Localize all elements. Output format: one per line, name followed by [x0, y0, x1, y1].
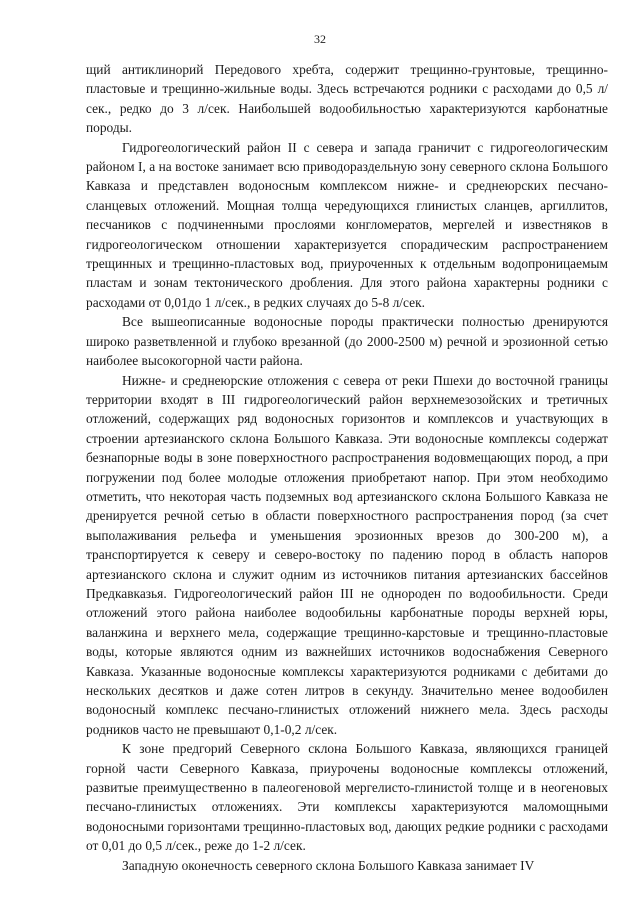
paragraph: Все вышеописанные водоносные породы практически полностью дренируются широко разветвленной и глубоко врезанной (до 2000-2500 м) речной и эрозионной сетью наиболее высокогорной части района. [86, 314, 608, 369]
paragraph: Западную оконечность северного склона Большого Кавказа занимает IV [122, 857, 535, 873]
paragraph: Гидрогеологический район II с севера и запада граничит с гидрогеологическим районом I, а на востоке занимает всю приводораздельную зону северного склона Большого Кавказа и представлен водоносным комплексом нижне- и среднеюрских песчано-сланцевых отложений. Мощная толща чередующихся глинистых сланцев, аргиллитов, песчаников с подчиненными прослоями конгломератов, мергелей и известняков в гидрогеологическом отношении характеризуется спорадическим распространением трещинных и трещинно-пластовых вод, приуроченных к отдельным водопроницаемым пластам и зонам тектонического дробления. Для этого района характерны родники с расходами от 0,01до 1 л/сек., в редких случаях до 5-8 л/сек. [86, 139, 608, 310]
paragraph: щий антиклинорий Передового хребта, содержит трещинно-грунтовые, трещинно-пластовые и трещинно-жильные воды. Здесь встречаются родники с расходами до 0,5 л/сек., редко до 3 л/сек. Наибольшей водообильностью характеризуются карбонатные породы. [86, 62, 608, 136]
body-text [86, 60, 608, 875]
paragraph: К зоне предгорий Северного склона Большого Кавказа, являющихся границей горной части Северного Кавказа, приурочены водоносные комплексы отложений, развитые преимущественно в палеогеновой мергелисто-глинистой толще и в неогеновых песчано-глинистых отложениях. Эти комплексы характеризуются маломощными водоносными горизонтами трещинно-пластовых вод, дающих редкие родники с расходами от 0,01 до 0,5 л/сек., реже до 1-2 л/сек. [86, 741, 608, 854]
paragraph: Нижне- и среднеюрские отложения с севера от реки Пшехи до восточной границы территории входят в III гидрогеологический район верхнемезозойских и третичных отложений, содержащих ряд водоносных горизонтов и комплексов и участвующих в строении артезианского склона Большого Кавказа. Эти водоносные комплексы содержат безнапорные воды в зоне поверхностного распространения водовмещающих пород, а при погружении под более молодые отложения приобретают напор. При этом необходимо отметить, что некоторая часть подземных вод артезианского склона Большого Кавказа не дренируется речной сетью в области поверхностного распространения пород (за счет выполаживания рельефа и уменьшения эрозионных врезов до 300-200 м), а транспортируется к северу и северо-востоку по падению пород в область напоров артезианского склона и служит одним из источников питания артезианских бассейнов Предкавказья. Гидрогеологический район III не однороден по водообильности. Среди отложений этого района наиболее водообильны карбонатные породы верхней юры, валанжина и верхнего мела, содержащие трещинно-карстовые и трещинно-пластовые воды, которые являются одним из важнейших источников водоснабжения Северного Кавказа. Указанные водоносные комплексы характеризуются родниками с дебитами до нескольких десятков и даже сотен литров в секунду. Значительно менее водообилен водоносный комплекс песчано-глинистых отложений нижнего мела. Здесь расходы родников часто не превышают 0,1-0,2 л/сек. [86, 372, 608, 737]
page-number: 32 [314, 32, 326, 46]
